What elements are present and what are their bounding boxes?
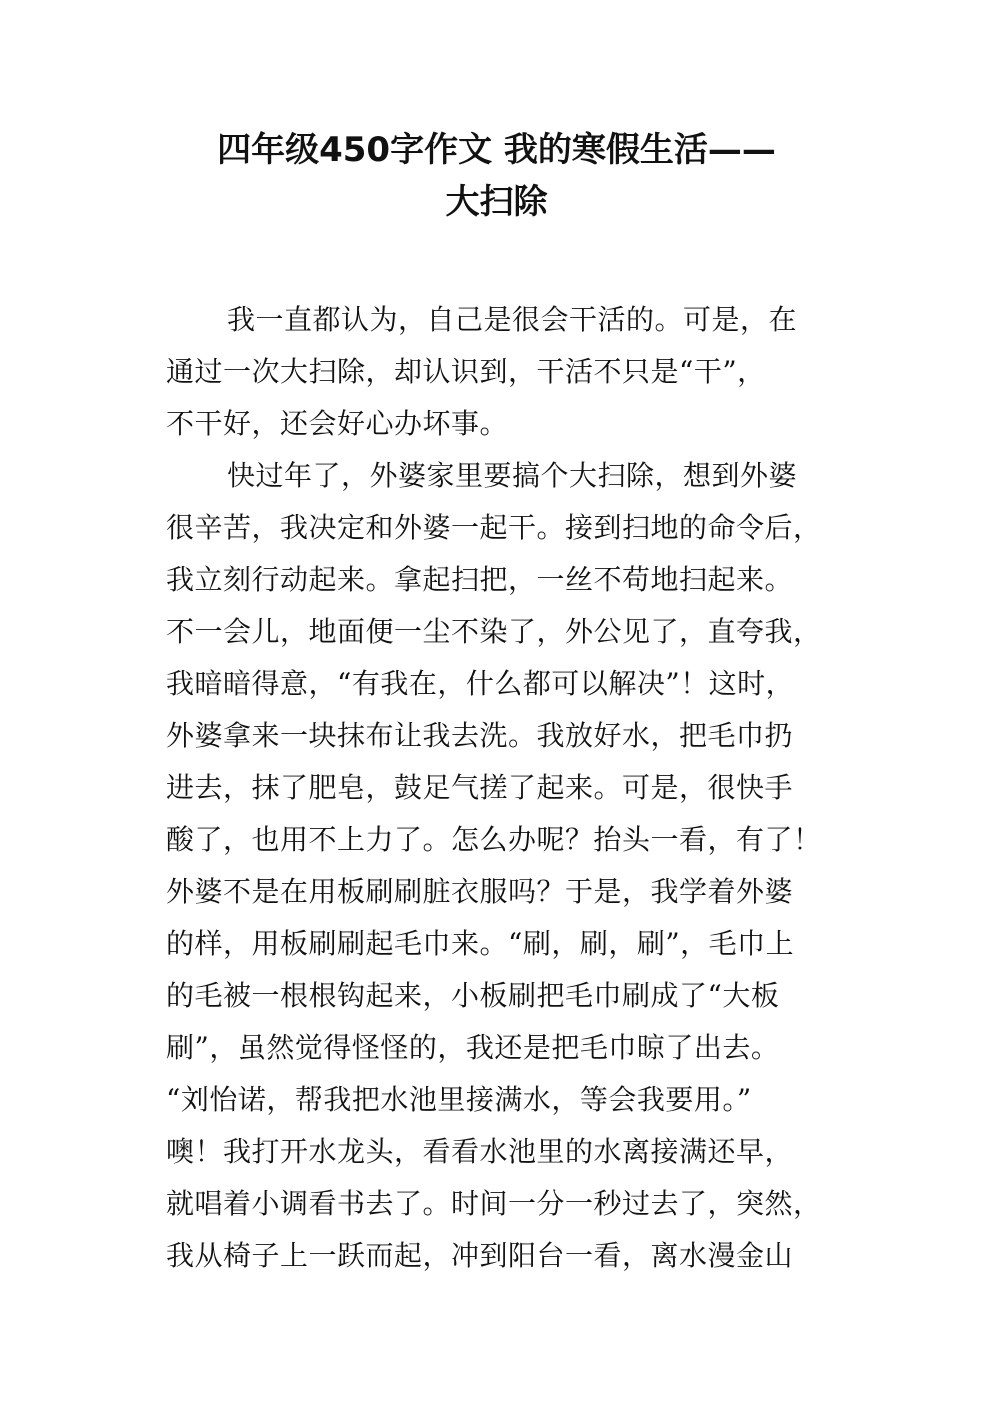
body-line: 不干好，还会好心办坏事。 bbox=[166, 407, 509, 440]
body-line: 酸了，也用不上力了。怎么办呢？抬头一看，有了！ bbox=[166, 823, 822, 856]
body-line: 我暗暗得意，“有我在，什么都可以解决”！这时， bbox=[166, 667, 795, 700]
body-line: 通过一次大扫除，却认识到，干活不只是“干”， bbox=[166, 355, 766, 388]
document-title-line-1: 四年级450字作文 我的寒假生活—— bbox=[217, 130, 776, 170]
body-line: 进去，抹了肥皂，鼓足气搓了起来。可是，很快手 bbox=[166, 771, 794, 804]
document-title-line-2: 大扫除 bbox=[445, 182, 548, 222]
body-line: 我一直都认为，自己是很会干活的。可是，在 bbox=[227, 303, 798, 336]
body-line: 我立刻行动起来。拿起扫把，一丝不苟地扫起来。 bbox=[166, 563, 794, 596]
body-line: 就唱着小调看书去了。时间一分一秒过去了，突然， bbox=[166, 1187, 822, 1220]
body-line: 外婆拿来一块抹布让我去洗。我放好水，把毛巾扔 bbox=[166, 719, 794, 752]
body-line: 的毛被一根根钩起来，小板刷把毛巾刷成了“大板 bbox=[166, 979, 780, 1012]
body-line: 外婆不是在用板刷刷脏衣服吗？于是，我学着外婆 bbox=[166, 875, 794, 908]
body-line: 的样，用板刷刷起毛巾来。“刷，刷，刷”，毛巾上 bbox=[166, 927, 795, 960]
body-line: 噢！我打开水龙头，看看水池里的水离接满还早， bbox=[166, 1135, 794, 1168]
body-line: 很辛苦，我决定和外婆一起干。接到扫地的命令后， bbox=[166, 511, 822, 544]
body-line: 快过年了，外婆家里要搞个大扫除，想到外婆 bbox=[227, 459, 798, 492]
body-line: 刷”，虽然觉得怪怪的，我还是把毛巾晾了出去。 bbox=[166, 1031, 780, 1064]
body-line: 不一会儿，地面便一尘不染了，外公见了，直夸我， bbox=[166, 615, 822, 648]
body-line: “刘怡诺，帮我把水池里接满水，等会我要用。” bbox=[166, 1083, 752, 1116]
body-line: 我从椅子上一跃而起，冲到阳台一看，离水漫金山 bbox=[166, 1239, 794, 1272]
